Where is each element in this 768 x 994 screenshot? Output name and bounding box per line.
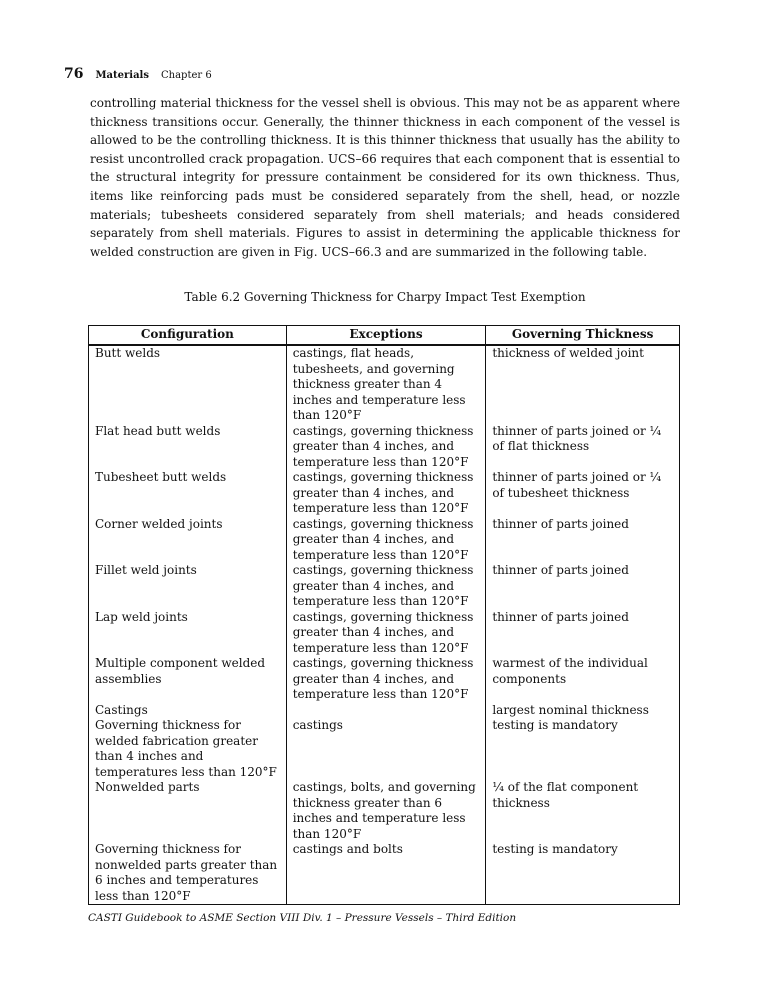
governing-thickness-cell: ¼ of the flat component thickness	[486, 780, 680, 842]
table-row	[89, 842, 680, 905]
chapter-label: Chapter 6	[161, 70, 212, 81]
table-row	[89, 424, 680, 471]
exceptions-cell: castings and bolts	[286, 842, 486, 905]
governing-thickness-cell: testing is mandatory	[486, 718, 680, 780]
configuration-cell: Butt welds	[89, 345, 287, 424]
configuration-cell: Tubesheet butt welds	[89, 470, 287, 517]
table-row	[89, 345, 680, 424]
exceptions-cell: castings, governing thickness greater than 4 inches, and temperature less than 120°F	[286, 424, 486, 471]
page-footer: CASTI Guidebook to ASME Section VIII Div. 1 – Pressure Vessels – Third Edition	[88, 912, 517, 924]
column-header-exceptions: Exceptions	[286, 326, 486, 346]
governing-thickness-cell: thinner of parts joined or ¼ of flat thickness	[486, 424, 680, 471]
table-caption: Table 6.2 Governing Thickness for Charpy Impact Test Exemption	[184, 290, 586, 304]
governing-thickness-cell: thinner of parts joined	[486, 563, 680, 610]
configuration-cell: Flat head butt welds	[89, 424, 287, 471]
governing-thickness-cell: largest nominal thickness	[486, 703, 680, 719]
table-row	[89, 703, 680, 719]
column-header-governing-thickness: Governing Thickness	[486, 326, 680, 346]
exceptions-cell: castings, bolts, and governing thickness greater than 6 inches and temperature less than 120°F	[286, 780, 486, 842]
configuration-cell: Nonwelded parts	[89, 780, 287, 842]
configuration-cell: Governing thickness for nonwelded parts greater than 6 inches and temperatures less than 120°F	[89, 842, 287, 905]
table-row	[89, 470, 680, 517]
governing-thickness-cell: thinner of parts joined	[486, 517, 680, 564]
table-body	[89, 345, 680, 905]
page-number: 76	[64, 66, 84, 82]
configuration-cell: Corner welded joints	[89, 517, 287, 564]
configuration-cell: Governing thickness for welded fabrication greater than 4 inches and temperatures less than 120°F	[89, 718, 287, 780]
section-title: Materials	[95, 70, 149, 81]
table-row	[89, 656, 680, 703]
table-row	[89, 610, 680, 657]
governing-thickness-cell: thinner of parts joined or ¼ of tubesheet thickness	[486, 470, 680, 517]
exceptions-cell	[286, 703, 486, 719]
exceptions-cell: castings, governing thickness greater than 4 inches, and temperature less than 120°F	[286, 610, 486, 657]
configuration-cell: Lap weld joints	[89, 610, 287, 657]
column-header-configuration: Configuration	[89, 326, 287, 346]
exceptions-cell: castings, flat heads, tubesheets, and governing thickness greater than 4 inches and temperature less than 120°F	[286, 345, 486, 424]
table-row	[89, 517, 680, 564]
exceptions-cell: castings, governing thickness greater than 4 inches, and temperature less than 120°F	[286, 517, 486, 564]
table-header-row	[89, 326, 680, 346]
exceptions-cell: castings, governing thickness greater than 4 inches, and temperature less than 120°F	[286, 470, 486, 517]
governing-thickness-cell: thinner of parts joined	[486, 610, 680, 657]
exceptions-cell: castings, governing thickness greater than 4 inches, and temperature less than 120°F	[286, 563, 486, 610]
body-paragraph: controlling material thickness for the vessel shell is obvious. This may not be as apparent where thickness transitions occur. Generally, the thinner thickness in each component of the vessel is allowed to be the controlling thickness. It is this thinner thickness that usually has the ability to resist uncontrolled crack propagation. UCS–66 requires that each component that is essential to the structural integrity for pressure containment be considered for its own thickness. Thus, items like reinforcing pads must be considered separately from the shell, head, or nozzle materials; tubesheets considered separately from shell materials; and heads considered separately from shell materials. Figures to assist in determining the applicable thickness for welded construction are given in Fig. UCS–66.3 and are summarized in the following table.	[90, 96, 680, 259]
page-header	[64, 66, 212, 82]
table-row	[89, 563, 680, 610]
governing-thickness-table	[88, 325, 680, 905]
configuration-cell: Castings	[89, 703, 287, 719]
governing-thickness-cell: warmest of the individual components	[486, 656, 680, 703]
configuration-cell: Fillet weld joints	[89, 563, 287, 610]
table-row	[89, 780, 680, 842]
governing-thickness-cell: testing is mandatory	[486, 842, 680, 905]
configuration-cell: Multiple component welded assemblies	[89, 656, 287, 703]
table-row	[89, 718, 680, 780]
exceptions-cell: castings, governing thickness greater than 4 inches, and temperature less than 120°F	[286, 656, 486, 703]
exceptions-cell: castings	[286, 718, 486, 780]
governing-thickness-cell: thickness of welded joint	[486, 345, 680, 424]
